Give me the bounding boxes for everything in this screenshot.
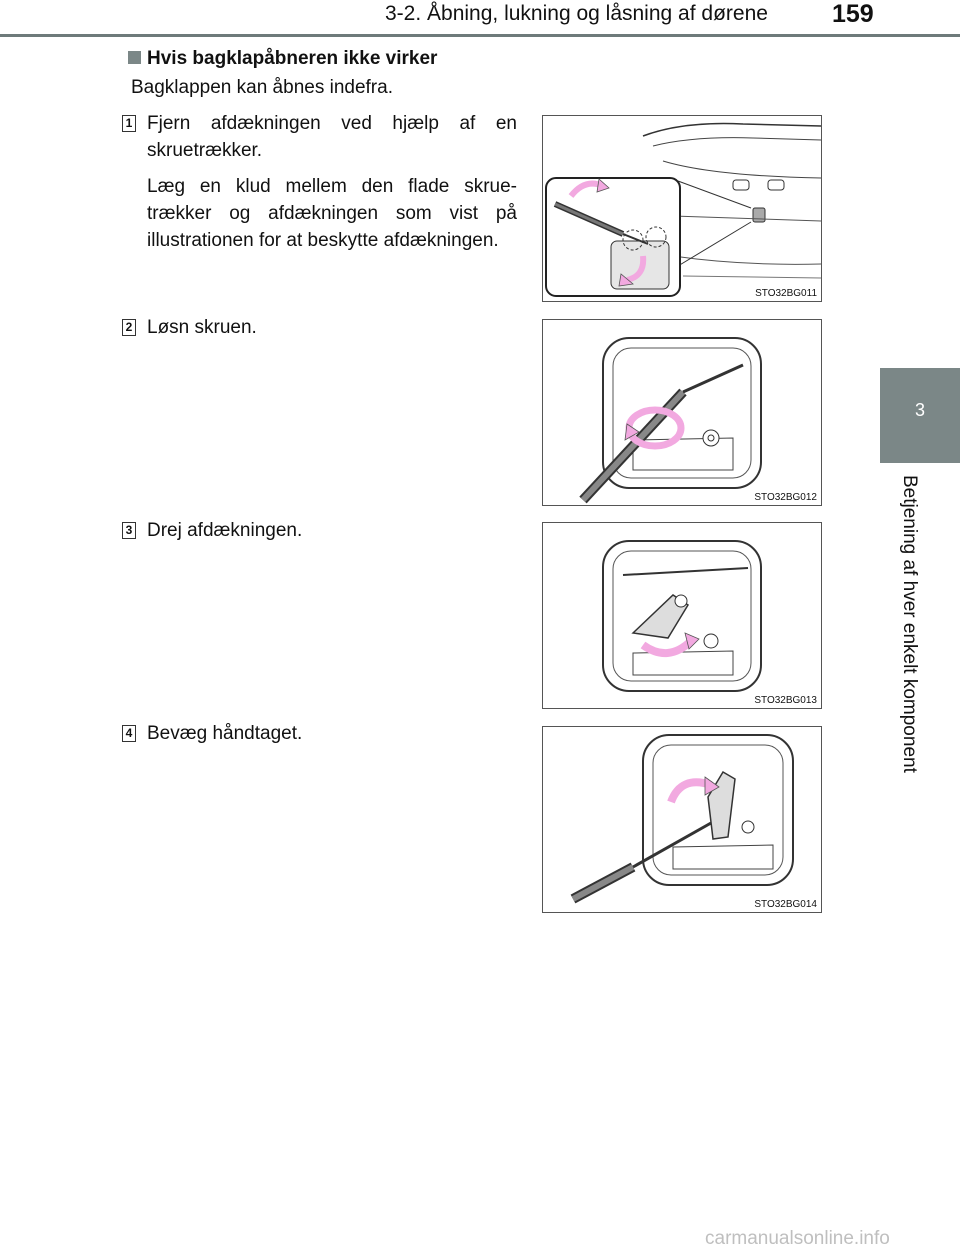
step-4-text — [147, 720, 517, 747]
step-number-badge: 3 — [122, 522, 136, 539]
section-intro: Bagklappen kan åbnes indefra. — [131, 77, 393, 98]
square-bullet-icon — [128, 51, 141, 64]
step-3-text — [147, 517, 517, 544]
step-4-paragraph-1: Bevæg håndtaget. — [147, 723, 303, 744]
header-divider — [0, 34, 960, 37]
step-3-illustration — [542, 522, 822, 709]
step-number-badge: 4 — [122, 725, 136, 742]
step-2-text — [147, 314, 517, 341]
figure-code: STO32BG012 — [754, 492, 817, 503]
step-1-illustration — [542, 115, 822, 302]
page-header-title: 3-2. Åbning, lukning og låsning af dørene — [385, 2, 768, 25]
loosen-screw-illustration — [543, 320, 822, 506]
move-handle-illustration — [543, 727, 822, 913]
step-number-badge: 2 — [122, 319, 136, 336]
page-number: 159 — [832, 0, 874, 28]
step-1-paragraph-1: Fjern afdækningen ved hjælp af en skruetrækker. — [147, 113, 517, 161]
chapter-tab-number: 3 — [914, 400, 925, 420]
figure-code: STO32BG013 — [754, 695, 817, 706]
chapter-tab-title: Betjening af hver enkelt komponent — [899, 475, 920, 773]
rotate-cover-illustration — [543, 523, 822, 709]
step-3-paragraph-1: Drej afdækningen. — [147, 520, 303, 541]
step-1-paragraph-2: Læg en klud mellem den flade skruetrækker og afdækningen som vist på illustrationen for at beskytte afdækningen. — [147, 176, 517, 251]
figure-code: STO32BG014 — [754, 899, 817, 910]
figure-code: STO32BG011 — [755, 288, 817, 299]
footer-watermark: carmanualsonline.info — [705, 1228, 890, 1249]
tailgate-cover-illustration — [543, 116, 822, 302]
step-1-text — [147, 110, 517, 254]
step-2-paragraph-1: Løsn skruen. — [147, 317, 257, 338]
step-2-illustration — [542, 319, 822, 506]
step-4-illustration — [542, 726, 822, 913]
section-title-text: Hvis bagklapåbneren ikke virker — [147, 48, 438, 69]
section-title — [128, 48, 437, 70]
step-number-badge: 1 — [122, 115, 136, 132]
